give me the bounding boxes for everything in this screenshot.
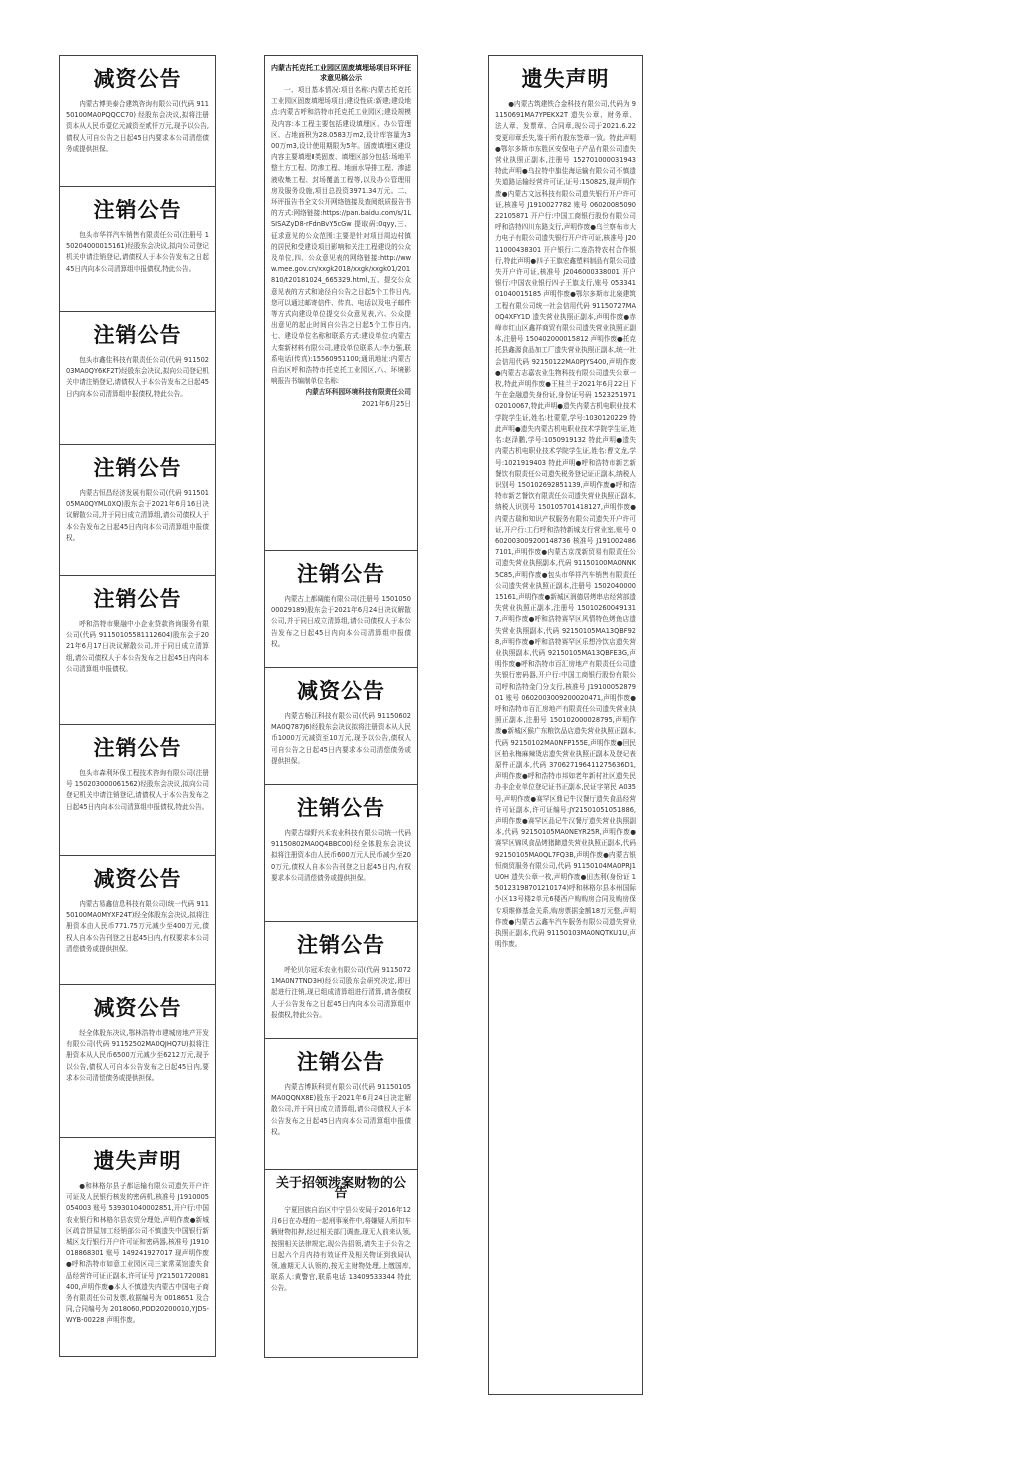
notice-title: 注销公告 bbox=[297, 796, 385, 820]
notice-box bbox=[59, 984, 216, 1138]
notice-body: 一、项目基本情况:项目名称:内蒙古托克托工业园区固废填埋场项目;建设性质:新建;建设地点:内蒙古呼和浩特市托克托工业园区;建设规模及内容:本工程主要包括建设填埋区、办公管理区、占地面积为28.0583万m2,设计库容量为300万m3,设计使用期限为5年。固废填埋区建设内容主要填埋Ⅱ类固废、填埋区部分包括:场地平整土方工程、防渗工程、地面水导排工程、渗滤液收集工程、封场覆盖工程等,以及办公管理用房及服务设施,项目总投资3971.34万元。二、环评报告书全文公开网络链接及查阅纸质报告书的方式:网络链接:https://pan.baidu.com/s/1LSISAZyD8-rFdnBvY5cGw 提取码:0qyy,三、征求意见的公众范围:主要是针对项目周边村镇的居民和受建设项目影响和关注工程建设的公众及单位,四、公众意见表的网络链接:http://www.mee.gov.cn/xxgk2018/xxgk/xxgk01/201810/t20181024_665329.html,五、提交公众意见表的方式和途径自公告之日起5个工作日内,您可以通过邮寄信件、传真、电话以及电子邮件等方式向建设单位提交公众意见表,六、公众提出意见的起止时间自公告之日起5个工作日内,七、建设单位名称和联系方式:建设单位:内蒙古大秦新材料有限公司,建设单位联系人:李力强,联系电话(传真):15560951100;通讯地址:内蒙古自治区呼和浩特市托克托工业园区,八、环境影响报告书编制单位名称: bbox=[271, 86, 411, 386]
notice-body: 包头市华祥汽车销售有限责任公司(注册号 150204000015161)经股东会决议,拟向公司登记机关申请注销登记,请债权人于本公告发布之日起45日内向本公司清算组申报债权,特此公告。 bbox=[66, 231, 209, 273]
notice-box bbox=[59, 724, 216, 856]
notice-signature: 内蒙古环科园环境科技有限责任公司 bbox=[305, 388, 411, 397]
notice-body: 内蒙古博跃科贸有限公司(代码 91150105MA0QQNX8E)股东于2021年6月24日决定解散公司,并于同日成立清算组,请公司债权人于本公告发布之日起45日内向本公司清算组申报债权。 bbox=[271, 1083, 411, 1136]
notice-box bbox=[59, 575, 216, 725]
notice-title: 关于招领涉案财物的公告 bbox=[275, 1176, 406, 1201]
notice-body: 内蒙古易鑫信息科技有限公司(统一代码 91150100MA0MYXF24T)经全体股东会决议,拟将注册资本由人民币771.75万元减少至400万元,债权人自本公告刊登之日起45日内,有权要求本公司清偿债务或提供担保。 bbox=[66, 900, 210, 953]
notice-body: 经全体股东决议,鄂林浩特市建城房地产开发有限公司(代码 91152502MA0QJHQ7U)拟将注册资本从人民币6500万元减少至6212万元,现予以公告,债权人可自本公告发布之日起45日内,要求本公司清偿债务或提供担保。 bbox=[66, 1029, 209, 1082]
notice-body: 内蒙古上都阔能有限公司(注册号 150105000029189)股东会于2021年6月24日决议解散公司,并于同日成立清算组,请公司债权人于本公告发布之日起45日内向本公司清算组申报债权。 bbox=[271, 595, 411, 648]
notice-box bbox=[59, 311, 216, 445]
notice-body: 内蒙古绿野兴禾农业科技有限公司统一代码 91150802MA0Q4BBC00)经全体股东会决议拟将注册资本由人民币600万元人民币减少至200万元,债权人自本公告刊登之日起45日内,有权要求本公司清偿债务或提供担保。 bbox=[271, 829, 411, 882]
notice-date: 2021年6月25日 bbox=[361, 399, 411, 408]
notice-box bbox=[264, 921, 418, 1039]
notice-box bbox=[264, 1038, 418, 1170]
notice-box bbox=[59, 855, 216, 985]
notice-title: 减资公告 bbox=[93, 996, 182, 1020]
notice-title: 减资公告 bbox=[93, 867, 182, 891]
notice-box bbox=[264, 55, 418, 551]
notice-body: 包头市森利环保工程技术咨询有限公司(注册号 150203000061562)经股东会决议,拟向公司登记机关申请注销登记,请债权人于本公告发布之日起45日内向本公司清算组申报债权,特此公告。 bbox=[66, 769, 209, 811]
notice-body: 内蒙古恒昌经济发展有限公司(代码 91150105MA0QYML0XQ)股东会于2021年6月16日决议解散公司,并于同日成立清算组,请公司债权人于本公告发布之日起45日内向本公司清算组申报债权。 bbox=[66, 489, 209, 542]
notice-body: 呼伦贝尔冠禾农业有限公司(代码 91150721MA0N7TND3H)经公司股东会研究决定,即日起进行注销,现已组成清算组进行清算,请各债权人于公告发布之日起45日内向本公司清算组申报债权,特此公告。 bbox=[271, 966, 411, 1019]
notice-body: 内蒙古畅江科技有限公司(代码 91150602MA0Q787J6)经股东会决议拟将注册资本从人民币1000万元减资至10万元,现予以公告,债权人可自公告之日起45日内要求本公司清偿债务或提供担保。 bbox=[271, 712, 411, 765]
notice-title: 减资公告 bbox=[297, 679, 385, 703]
notice-body: ●内蒙古筑建铁合金科技有限公司,代码为 91150691MA7YPEKX2T 遗失公章、财务章、法人章、发票章、合同章,现公司于2021.6.22 变更印章丢失,鉴于所有股东签章一致。特此声明●鄂尔多斯市东胜区安保电子产品有限公司遗失营业执照正副本,注册号 152701000031943 特此声明●乌拉特中旗佳海运输有限公司不慎遗失道路运输经营许可证,证号:150825,现声明作废●内蒙古文远科技有限公司遗失银行开户许可证,核准号 J1910027782 账号 0602008509022105871 开户行:中国工商银行股份有限公司呼和浩特四川东路支行,声明作废●乌兰察布市大力电子有限公司遗失银行开户许可证,核准号 J2011000438301 开户银行:二连浩特农村合作银行,特此声明●四子王旗宏鑫塑料制品有限公司遗失开户许可证,核准号 J2046000338001 开户银行:中国农业银行四子王旗支行,账号 05334101040015185 声明作废●鄂尔多斯市北泉建筑工程有限公司统一社会信用代码 91150727MA0Q4XFY1D 遗失营业执照正副本,声明作废●赤峰市红山区鑫祥商贸有限公司遗失营业执照正副本,注册号 150402000015812 声明作废●托克托县鑫源食品加工厂遗失营业执照正副本,统一社会信用代码 92150122MA0PJYS400,声明作废●内蒙古志嘉农业生物科技有限公司遗失公章一枚,特此声明作废●王桂兰于2021年6月22日下午在金融遗失身份证,身份证号码 152325197102010067,特此声明●遗失内蒙古机电职业技术学院学生证,姓名:杜蒙蒙,学号:1030120229 特此声明●遗失内蒙古机电职业技术学院学生证,姓名:赵泽鹏,学号:1050919132 特此声明●遗失内蒙古机电职业技术学院学生证,姓名:曹文龙,学号:1021919403 特此声明●呼和浩特市新艺新餐饮有限责任公司遗失税务登记证正副本,纳税人识别号 150102692851139,声明作废●呼和浩特市新艺餐饮有限责任公司遗失营业执照正副本,纳税人识别号 150105701418127,声明作废●内蒙古瑞和知识产权服务有限公司遗失开户许可证,开户行:工行呼和浩特新城支行营业室,账号 0602003009200148736 核准号 J1910024867101,声明作废●内蒙古京茂新贸易有限责任公司遗失营业执照副本,代码 91150100MA0NNK5C85,声明作废●包头市华祥汽车销售有限责任公司遗失营业执照正副本,注册号 150204000015161,声明作废●新城区润德居烤串店经营部遗失营业执照正副本,注册号 150102600491317,声明作废●呼和浩特赛罕区风情特色烤鱼店遗失营业执照副本,代码 92150105MA13QBF928,声明作废●呼和浩特赛罕区乐想冷饮店遗失营业执照副本,代码 92150105MA13QBFE3G,声明作废●呼和浩特市百汇房地产有限责任公司遗失银行密码器,开户行:中国工商银行股份有限公司呼和浩特金门分支行,核准号 J1910005287901 账号 0602003009200020471,声明作废●呼和浩特市百汇房地产有限责任公司遗失营业执照正副本,注册号 150102000028795,声明作废●新城区猴广东粮饮品店遗失营业执照正副本,代码 92150102MA0NFP155E,声明作废●回民区柏永梅麻辣烫店遗失营业执照正副本及登记表原件正副本,代码 370627196411275636D1,声明作废●呼和浩特市邦如老年新村社区遗失民办非企业单位登记证书正副本,民证字第民 A035 号,声明作废●赛罕区鼎记牛汉餐厅遗失食品经营许可证副本,许可证编号:JY21501051051886,声明作废●赛罕区品记牛汉餐厅遗失营业执照副本,代码 92150105MA0NEYR25R,声明作废●赛罕区锦风食品烤猪蹄遗失营业执照正副本,代码 92150105MA0QL7FQ3B,声明作废●内蒙古银恒商贸服务有限公司,代码 91150104MA0PRJ1U0H 遗失公章一枚,声明作废●田杰利(身份证 150123198701210174)呼和林格尔县本州国际小区13号楼2单元6楼西户购购房合同及购房保专项维修基金关系,购房票据金额18万元整,声明作废●内蒙古云鑫车汽车服务有限公司遗失营业执照正副本,代码 91150103MA0NQTKU1U,声明作废。 bbox=[495, 100, 636, 949]
notice-box bbox=[264, 667, 418, 785]
notice-box bbox=[59, 1137, 216, 1357]
notice-title: 减资公告 bbox=[93, 67, 182, 91]
notice-box bbox=[59, 55, 216, 187]
notice-body: ●和林格尔县子都运输有限公司遗失开户许可证及人民银行核发的密码机,核准号 J1910005054003 账号 539301040002851,开户行:中国农业银行和林格尔县农贸分理处,声明作废●新城区疏音饼屋加工经销部公司不慎遗失中国银行新城区支行银行开户许可证和密码器,核准号 J1910018868301 账号 149241927017 现声明作废●呼和浩特市如意工业园区司三家常菜馆遗失食品经营许可证正副本,许可证号 JY21501720081400,声明作废●本人不慎遗失内蒙古中国电子商务有限责任公司发票,收据编号为 0018651 及合同,合同编号为 2018060,PDD20200010,YJDS-WYB-00228 声明作废。 bbox=[66, 1182, 209, 1325]
notice-title: 注销公告 bbox=[297, 1050, 385, 1074]
notice-body: 宁夏回族自治区中宁县公安局于2016年12月6日在办理的一起刑事案件中,将嫌疑人所扣车辆财物扣押,经过相关部门调查,现无人前来认领,按照相关法律规定,现公告招领,请失主于公告之日起六个月内持有效证件及相关物证到我局认领,逾期无人认领的,按无主财物处理,上缴国库,联系人:黄警官,联系电话 13409533344 特此公告。 bbox=[271, 1206, 411, 1293]
notice-title: 遗失声明 bbox=[521, 67, 610, 91]
notice-title: 注销公告 bbox=[93, 323, 182, 347]
notice-box bbox=[59, 444, 216, 576]
notice-body: 内蒙古博美泰合建筑咨询有限公司(代码 91150100MA0PQQCC70) 经股东会决议,拟将注册资本从人民币壹亿元减资至贰仟万元,现予以公告,债权人可自公告之日起45日内要求本公司清偿债务或提供担保。 bbox=[66, 100, 209, 153]
notice-title: 内蒙古托克托工业园区固废填埋场项目环评征求意见稿公示 bbox=[271, 64, 411, 82]
notice-box bbox=[264, 550, 418, 668]
notice-body: 呼和浩特市聚融中小企业贷款咨询服务有限公司(代码 91150105581112604)股东会于2021年6月17日决议解散公司,并于同日成立清算组,请公司债权人于本公告发布之日起45日内向本公司清算组申报债权。 bbox=[66, 620, 209, 673]
notice-body: 包头市鑫佳科技有限责任公司(代码 91150203MA0QY6KF2T)经股东会决议,拟向公司登记机关申请注销登记,请债权人于本公告发布之日起45日内向本公司清算组申报债权,特此公告。 bbox=[66, 356, 209, 398]
notice-title: 注销公告 bbox=[93, 587, 182, 611]
notice-title: 遗失声明 bbox=[93, 1149, 182, 1173]
notice-title: 注销公告 bbox=[93, 736, 182, 760]
notice-title: 注销公告 bbox=[297, 933, 385, 957]
notice-box bbox=[488, 55, 643, 1395]
notice-title: 注销公告 bbox=[297, 562, 385, 586]
notice-box bbox=[264, 784, 418, 922]
column-middle bbox=[264, 55, 418, 1358]
notice-title: 注销公告 bbox=[93, 198, 182, 222]
column-right bbox=[488, 55, 643, 1395]
column-left bbox=[59, 55, 216, 1357]
notice-box bbox=[264, 1169, 418, 1358]
notice-title: 注销公告 bbox=[93, 456, 182, 480]
notice-box bbox=[59, 186, 216, 312]
